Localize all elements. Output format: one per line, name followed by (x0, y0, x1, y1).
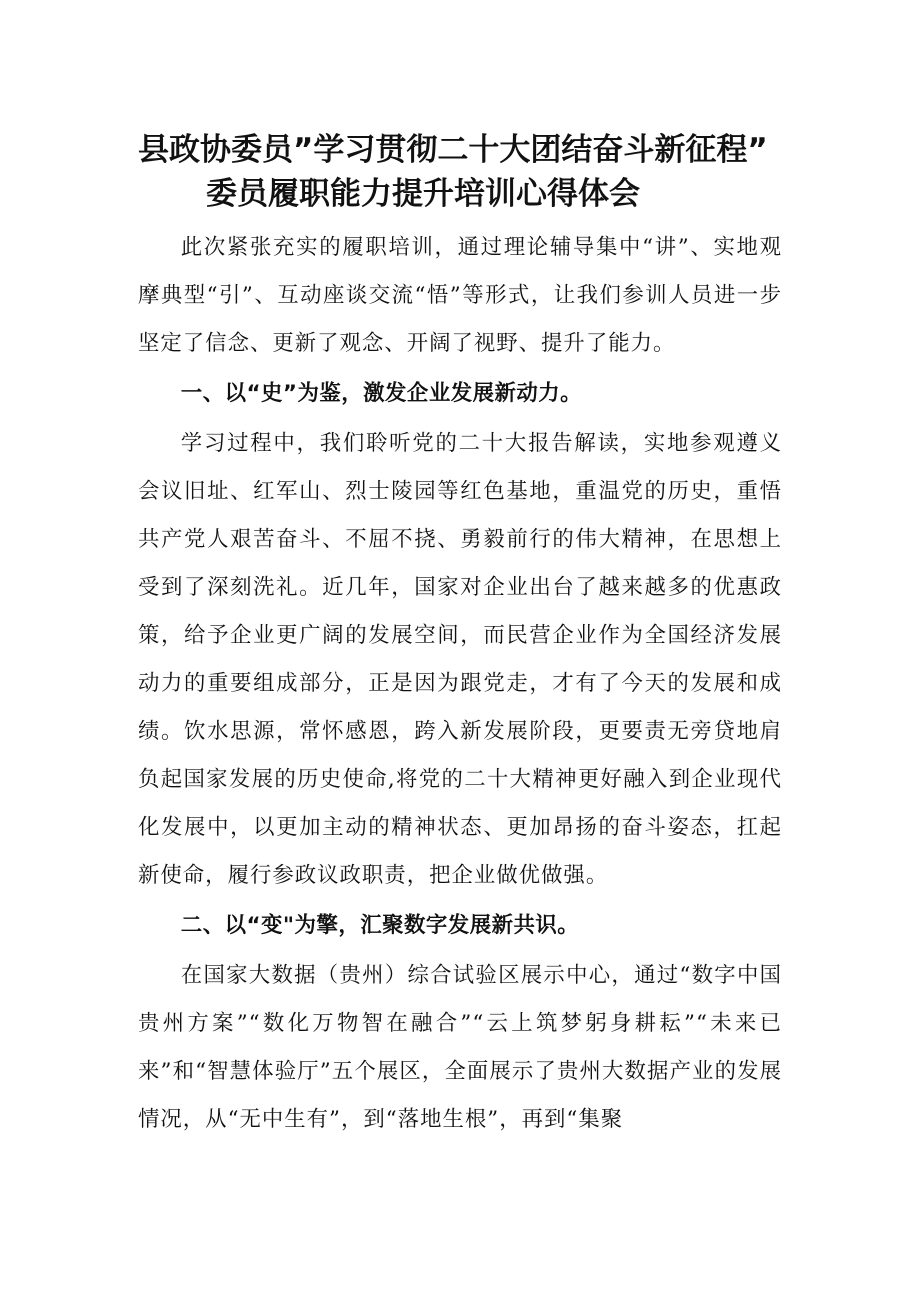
section-2-paragraph: 在国家大数据（贵州）综合试验区展示中心，通过“数字中国贵州方案”“数化万物智在融合”“云上筑梦躬身耕耘”“未来已来”和“智慧体验厅”五个展区，全面展示了贵州大数据产业的发展情况，从“无中生有”，到“落地生根”，再到“集聚 (138, 963, 782, 1132)
title-line-2: 委员履职能力提升培训心得体会 (206, 176, 640, 212)
document-body (138, 224, 782, 1144)
section-2-heading: 二、以“变"为擎，汇聚数字发展新共识。 (180, 913, 580, 938)
document-title (0, 128, 920, 216)
intro-paragraph: 此次紧张充实的履职培训，通过理论辅导集中“讲”、实地观摩典型“引”、互动座谈交流“悟”等形式，让我们参训人员进一步坚定了信念、更新了观念、开阔了视野、提升了能力。 (138, 235, 782, 356)
title-line-1: 县政协委员”学习贯彻二十大团结奋斗新征程” (138, 132, 768, 168)
section-1-heading: 一、以“史”为鉴，激发企业发展新动力。 (180, 381, 583, 406)
section-1-paragraph: 学习过程中，我们聆听党的二十大报告解读，实地参观遵义会议旧址、红军山、烈士陵园等红色基地，重温党的历史，重悟共产党人艰苦奋斗、不屈不挠、勇毅前行的伟大精神，在思想上受到了深刻洗礼。近几年，国家对企业出台了越来越多的优惠政策，给予企业更广阔的发展空间，而民营企业作为全国经济发展动力的重要组成部分，正是因为跟党走，才有了今天的发展和成绩。饮水思源，常怀感恩，跨入新发展阶段，更要责无旁贷地肩负起国家发展的历史使命,将党的二十大精神更好融入到企业现代化发展中，以更加主动的精神状态、更加昂扬的奋斗姿态，扛起新使命，履行参政议政职责，把企业做优做强。 (138, 431, 782, 888)
